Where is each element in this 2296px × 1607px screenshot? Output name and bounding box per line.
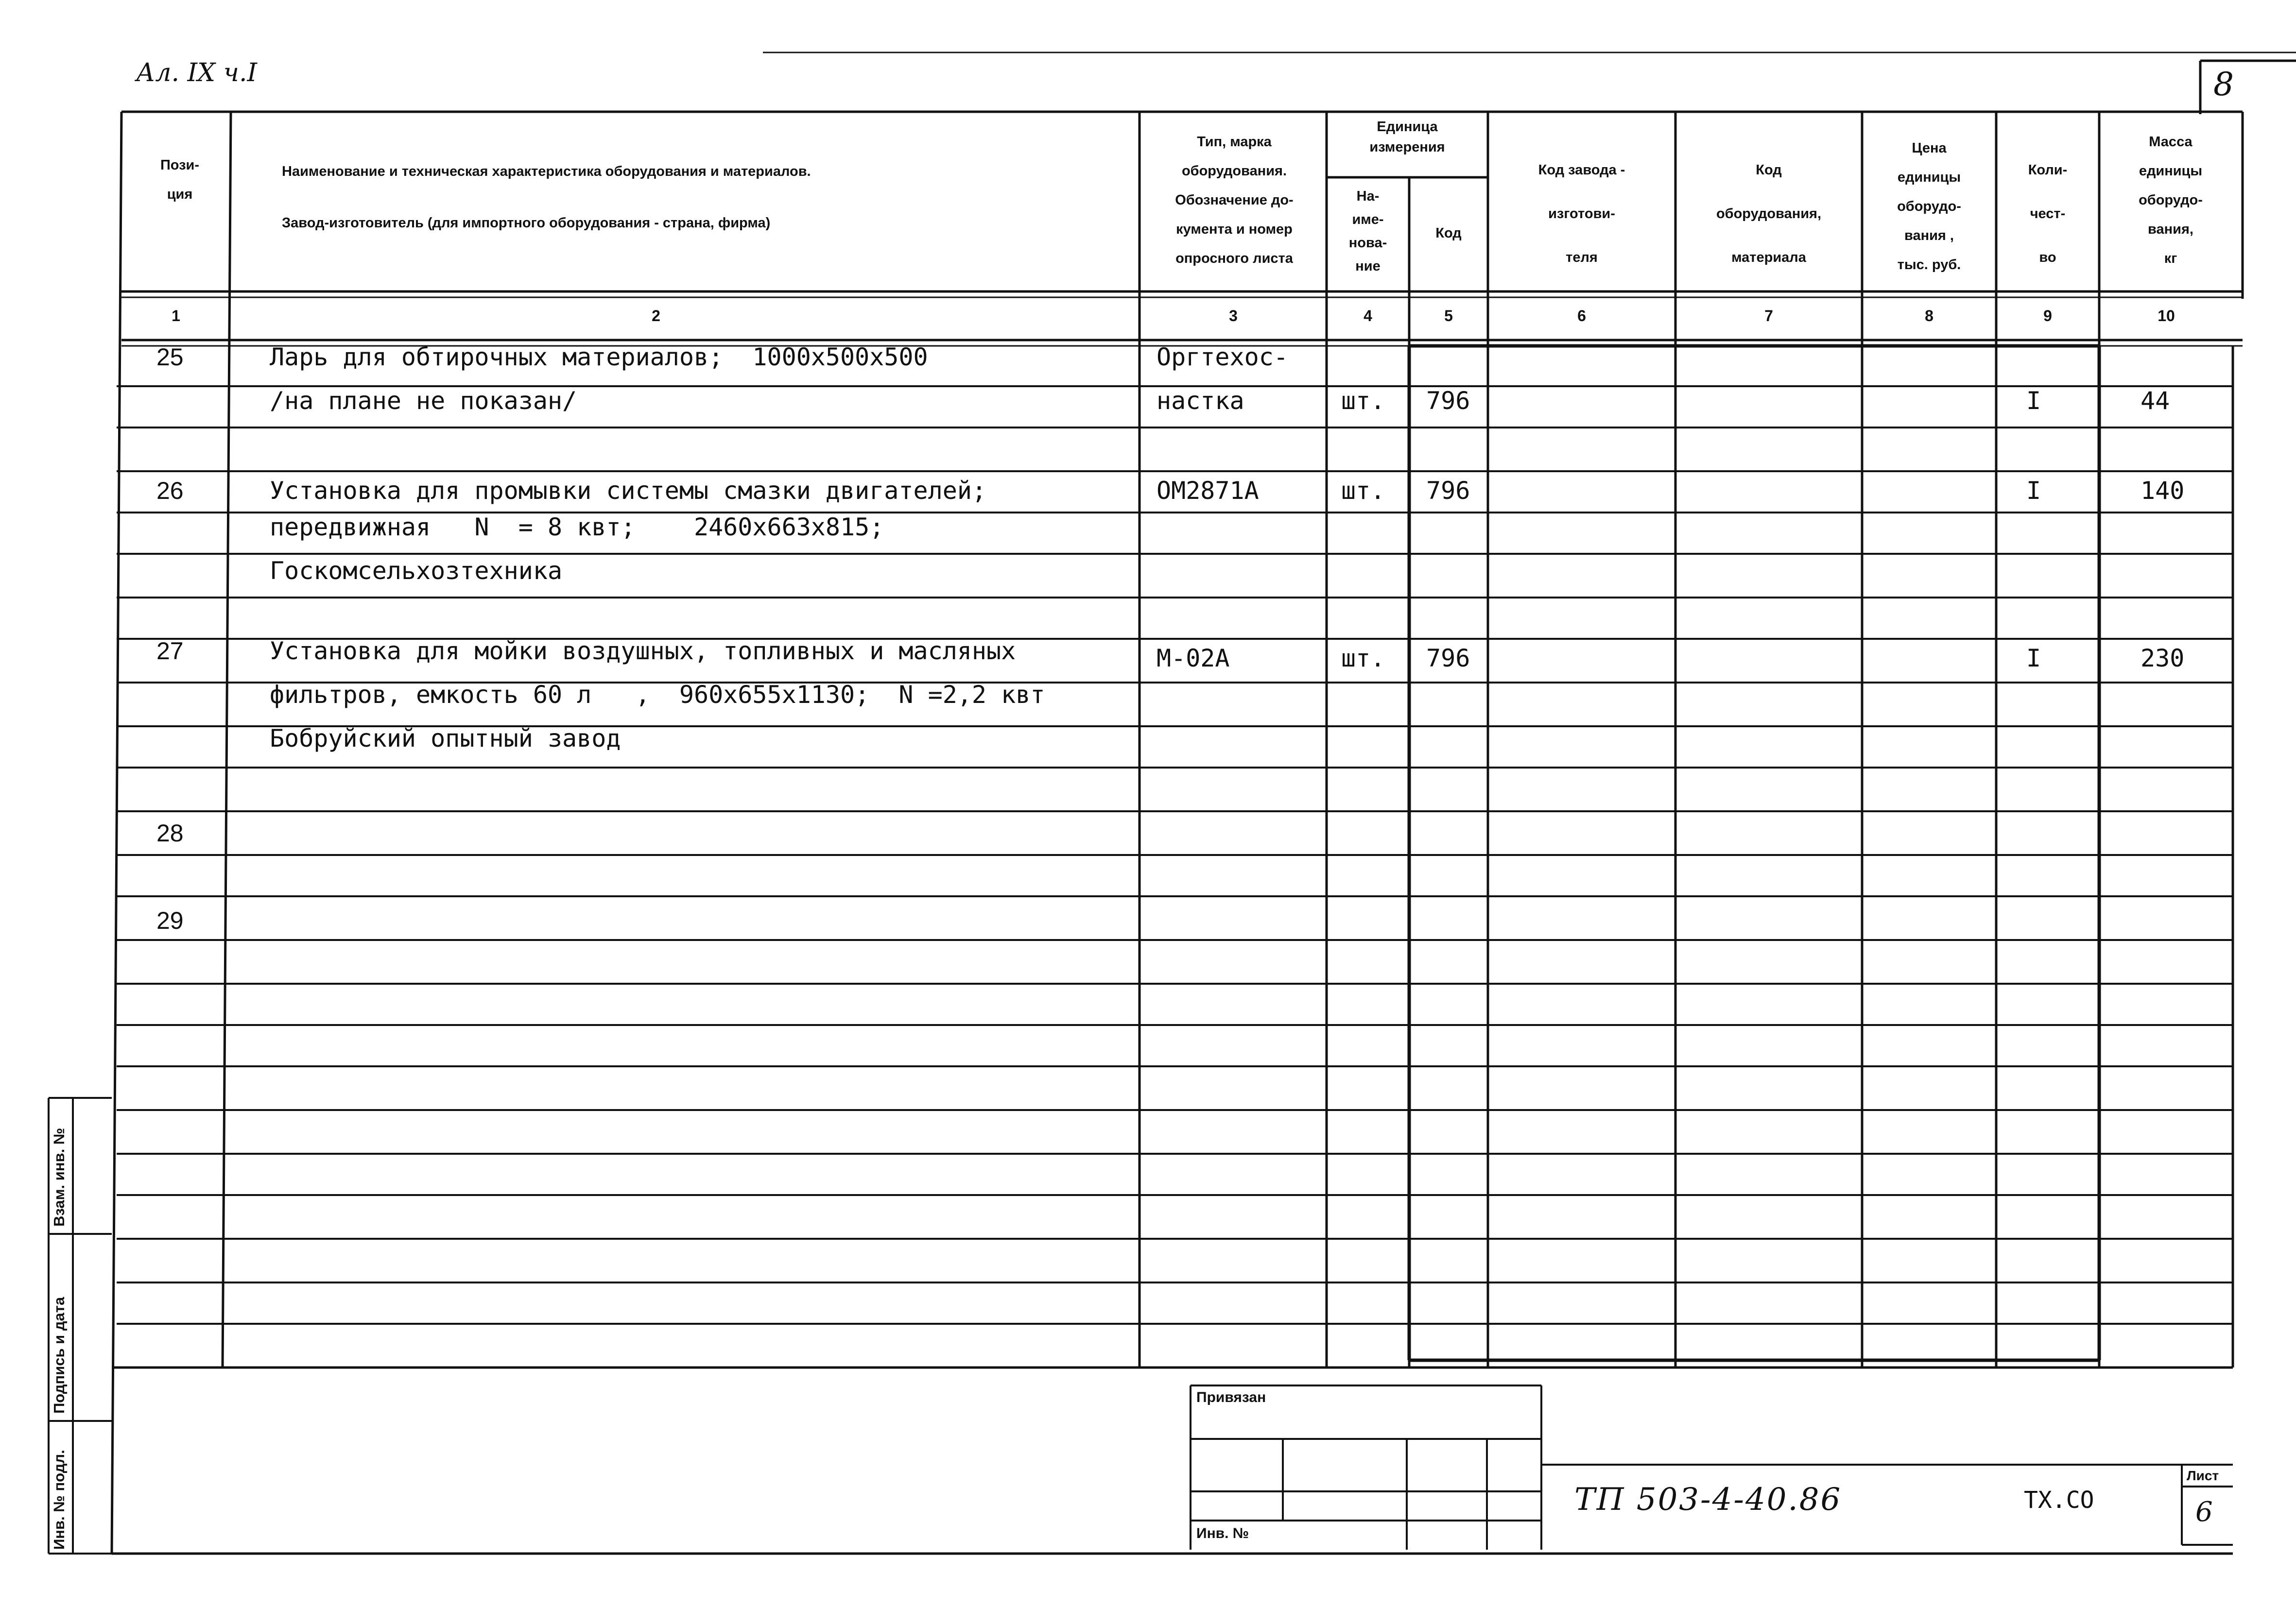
stamp-doc-code: ТП 503-4-40.86 bbox=[1574, 1482, 1842, 1518]
row-unit-code: 796 bbox=[1426, 477, 1470, 505]
row-position: 27 bbox=[156, 637, 184, 665]
header-unit: Единица измерения bbox=[1369, 119, 1445, 155]
header-name: Наименование и техническая характеристика оборудования и материалов. Завод-изготовитель (для импортного оборудования - страна, фирма) bbox=[282, 164, 811, 231]
row-unit-code: 796 bbox=[1426, 387, 1470, 415]
row-description: передвижная N = 8 квт; 2460х663х815; bbox=[270, 513, 884, 541]
row-qty: I bbox=[2026, 387, 2041, 415]
header-plant-code: Код завода - изготови- теля bbox=[1538, 162, 1625, 265]
row-position: 28 bbox=[156, 820, 184, 847]
side-label-replace-inv: Взам. инв. № bbox=[51, 1128, 68, 1227]
header-type: Тип, марка оборудования. Обозначение до- кумента и номер опросного листа bbox=[1175, 134, 1294, 266]
row-type: Оргтехос- bbox=[1157, 343, 1288, 371]
row-unit: шт. bbox=[1341, 387, 1385, 415]
header-qty: Коли- чест- во bbox=[2028, 162, 2068, 265]
row-mass: 230 bbox=[2141, 644, 2185, 672]
row-type: ОМ2871А bbox=[1157, 477, 1259, 505]
col-number: 10 bbox=[2158, 307, 2175, 325]
row-unit: шт. bbox=[1341, 644, 1385, 672]
col-number: 5 bbox=[1444, 307, 1453, 325]
row-qty: I bbox=[2026, 477, 2041, 505]
row-description: Установка для промывки системы смазки двигателей; bbox=[270, 477, 987, 505]
row-type: настка bbox=[1157, 387, 1244, 415]
row-type: М-02А bbox=[1157, 644, 1230, 672]
row-position: 29 bbox=[156, 907, 184, 934]
col-number: 1 bbox=[172, 307, 180, 325]
header-mass: Масса единицы оборудо- вания, кг bbox=[2139, 134, 2203, 266]
row-qty: I bbox=[2026, 644, 2041, 672]
sheet-number-top: 8 bbox=[2213, 66, 2234, 103]
header-unit-name: На- име- нова- ние bbox=[1348, 188, 1387, 274]
row-mass: 44 bbox=[2141, 387, 2170, 415]
row-description: /на плане не показан/ bbox=[270, 387, 577, 415]
col-number: 8 bbox=[1925, 307, 1933, 325]
col-number: 6 bbox=[1577, 307, 1586, 325]
col-number: 7 bbox=[1764, 307, 1773, 325]
side-label-inv-original: Инв. № подл. bbox=[51, 1450, 68, 1550]
row-unit: шт. bbox=[1341, 477, 1385, 505]
col-number: 2 bbox=[652, 307, 660, 325]
stamp-bound-label: Привязан bbox=[1196, 1389, 1266, 1405]
side-label-signature-date: Подпись и дата bbox=[51, 1297, 68, 1414]
row-mass: 140 bbox=[2141, 477, 2185, 505]
header-position: Пози- ция bbox=[160, 157, 200, 202]
row-description: Госкомсельхозтехника bbox=[270, 557, 563, 585]
row-description: Бобруйский опытный завод bbox=[270, 724, 621, 752]
stamp-sheet-number: 6 bbox=[2195, 1496, 2213, 1528]
row-unit-code: 796 bbox=[1426, 644, 1470, 672]
corner-note: Ал. IX ч.I bbox=[136, 58, 258, 87]
col-number: 9 bbox=[2043, 307, 2052, 325]
col-number: 3 bbox=[1229, 307, 1238, 325]
row-description: Ларь для обтирочных материалов; 1000х500х500 bbox=[270, 343, 928, 371]
col-number: 4 bbox=[1364, 307, 1372, 325]
row-description: Установка для мойки воздушных, топливных и масляных bbox=[270, 637, 1016, 665]
row-position: 25 bbox=[156, 343, 184, 371]
header-price: Цена единицы оборудо- вания , тыс. руб. bbox=[1897, 140, 1961, 273]
header-unit-code: Код bbox=[1435, 225, 1462, 241]
stamp-inv-label: Инв. № bbox=[1196, 1525, 1249, 1541]
header-equip-code: Код оборудования, материала bbox=[1716, 162, 1822, 265]
row-position: 26 bbox=[156, 477, 184, 504]
stamp-sheet-label: Лист bbox=[2187, 1468, 2219, 1483]
stamp-mark: ТХ.СО bbox=[2024, 1487, 2094, 1514]
row-description: фильтров, емкость 60 л , 960х655х1130; N =2,2 квт bbox=[270, 681, 1045, 709]
